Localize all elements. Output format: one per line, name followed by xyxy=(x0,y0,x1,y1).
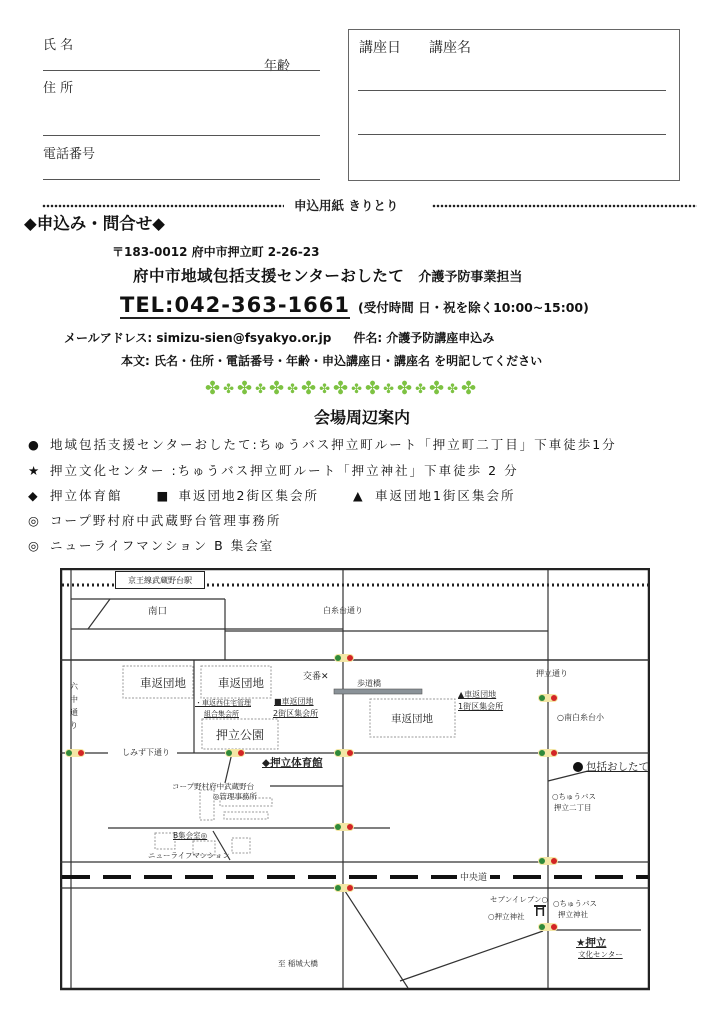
clover-icon: ✤ xyxy=(319,381,330,397)
danchi-label-3: 車返団地 xyxy=(391,713,433,725)
rokuchu-char: 中 xyxy=(70,695,78,704)
danchi1-hall-label-2: 1街区集会所 xyxy=(458,702,504,711)
clover-icon: ✤ xyxy=(447,381,458,397)
danchi2-hall-label: ■車返団地 xyxy=(274,697,314,706)
traffic-light-icon xyxy=(334,749,354,757)
bus-stop-shrine-label: ○ちゅうバス xyxy=(553,899,598,908)
gym-label: ◆押立体育館 xyxy=(262,757,323,769)
cut-dots-left xyxy=(42,204,284,208)
clover-icon: ✤ xyxy=(461,378,477,399)
danchi-west-office-label: ・車返西住宅管理 xyxy=(195,699,251,707)
clover-icon: ✤ xyxy=(255,381,266,397)
clover-icon: ✤ xyxy=(301,378,317,399)
phone-label: 電話番号 xyxy=(43,147,96,162)
legend-text: 車返団地1街区集会所 xyxy=(374,488,516,503)
double-circle-icon: ◎ xyxy=(28,513,39,528)
area-map xyxy=(60,568,650,1014)
organization xyxy=(133,264,522,286)
legend-row-coop xyxy=(28,511,281,529)
rokuchu-char: り xyxy=(70,721,78,730)
department: 介護予防事業担当 xyxy=(418,270,523,285)
minami-school-label: ○南白糸台小 xyxy=(557,713,604,722)
danchi-label-2: 車返団地 xyxy=(218,676,264,690)
culture-center-label-2: 文化センター xyxy=(578,950,623,959)
inagi-bridge-label: 至 稲城大橋 xyxy=(278,959,318,968)
course-box xyxy=(348,29,680,181)
legend-row-new-life xyxy=(28,536,274,554)
danchi1-hall-label: ▲車返団地 xyxy=(458,690,497,699)
koban-label: 交番✕ xyxy=(303,672,329,682)
new-life-label: ニューライフマンション xyxy=(148,851,230,860)
address-field-line[interactable] xyxy=(43,135,320,136)
coop-office-label: ◎管理事務所 xyxy=(213,792,258,801)
bus-stop-2chome-label: ○ちゅうバス xyxy=(552,792,597,801)
age-label: 年齢 xyxy=(264,59,291,74)
email-line xyxy=(64,329,494,346)
double-circle-icon: ◎ xyxy=(28,538,39,553)
email-subject: 件名: 介護予防講座申込み xyxy=(353,331,495,345)
danchi-west-office-label-2: 組合集会所 xyxy=(204,710,239,718)
legend-text: 車返団地2街区集会所 xyxy=(178,488,319,503)
culture-center-label: ★押立 xyxy=(576,937,607,949)
course-line-2[interactable] xyxy=(358,134,666,135)
traffic-light-icon xyxy=(538,857,558,865)
traffic-light-icon xyxy=(334,884,354,892)
clover-icon: ✤ xyxy=(429,378,445,399)
clover-icon: ✤ xyxy=(287,381,298,397)
address-label: 住 所 xyxy=(43,81,74,96)
legend-row-houkatsu xyxy=(28,435,617,453)
shrine-label: ○押立神社 xyxy=(488,912,525,921)
oshitate-street-label: 押立通り xyxy=(536,669,568,678)
clover-icon: ✤ xyxy=(205,378,221,399)
cut-line-label: 申込用紙 きりとり xyxy=(294,198,399,213)
postal-address: 〒183-0012 府中市押立町 2-26-23 xyxy=(112,245,320,259)
bus-stop-2chome-label-2: 押立二丁目 xyxy=(554,803,592,812)
circle-icon: ● xyxy=(28,437,39,452)
clover-icon: ✤ xyxy=(223,381,234,397)
legend-row-culture-center xyxy=(28,461,519,479)
traffic-light-icon xyxy=(538,694,558,702)
course-header xyxy=(359,37,471,57)
tel-number[interactable]: TEL:042-363-1661 xyxy=(120,293,350,317)
footbridge-label: 歩道橋 xyxy=(357,679,381,688)
legend-text: 押立体育館 xyxy=(50,488,123,503)
station-label: 京王線武蔵野台駅 xyxy=(115,571,205,589)
legend-text: ニューライフマンション B 集会室 xyxy=(50,538,275,553)
traffic-light-icon xyxy=(538,923,558,931)
clover-icon: ✤ xyxy=(351,381,362,397)
venue-title: 会場周辺案内 xyxy=(313,408,410,427)
b-hall-label: B集会室◎ xyxy=(173,831,208,840)
rokuchu-char: 通 xyxy=(70,708,78,717)
cut-dots-right xyxy=(432,204,697,208)
phone-field-line[interactable] xyxy=(43,179,320,180)
houkatsu-marker xyxy=(573,762,583,772)
chuo-expressway-label: 中央道 xyxy=(457,870,490,883)
houkatsu-label xyxy=(586,759,649,774)
footbridge xyxy=(334,689,422,694)
clover-icon: ✤ xyxy=(383,381,394,397)
rokuchu-street-label xyxy=(70,680,80,732)
name-label: 氏 名 xyxy=(43,38,74,53)
legend-text: 地域包括支援センターおしたて:ちゅうバス押立町ルート「押立町二丁目」下車徒歩1分 xyxy=(50,437,617,452)
course-line-1[interactable] xyxy=(358,90,666,91)
map-frame xyxy=(61,569,649,989)
legend-text: 押立文化センター :ちゅうバス押立町ルート「押立神社」下車徒歩 2 分 xyxy=(50,463,519,478)
south-exit-label: 南口 xyxy=(148,606,168,617)
clover-icon: ✤ xyxy=(365,378,381,399)
email-address[interactable]: メールアドレス: simizu-sien@fsyakyo.or.jp xyxy=(64,331,332,345)
triangle-icon: ▲ xyxy=(352,488,363,503)
tel-line xyxy=(120,293,589,317)
star-icon: ★ xyxy=(28,463,40,478)
traffic-light-icon xyxy=(334,654,354,662)
legend-row-facilities xyxy=(28,486,515,504)
danchi2-hall-label-2: 2街区集会所 xyxy=(273,709,319,718)
clover-icon: ✤ xyxy=(415,381,426,397)
legend-text: コープ野村府中武蔵野台管理事務所 xyxy=(50,513,282,528)
square-icon: ■ xyxy=(156,488,169,503)
danchi-label-1: 車返団地 xyxy=(140,676,186,690)
clover-divider xyxy=(205,378,476,400)
shiraitodai-street-label: 白糸台通り xyxy=(323,606,363,615)
email-body-instruction: 本文: 氏名・住所・電話番号・年齢・申込講座日・講座名 を明記してください xyxy=(121,354,543,368)
traffic-light-icon xyxy=(538,749,558,757)
organization-name: 府中市地域包括支援センターおしたて xyxy=(133,267,405,285)
clover-icon: ✤ xyxy=(333,378,349,399)
course-date-label: 講座日 xyxy=(359,40,401,56)
park-label: 押立公園 xyxy=(216,728,265,742)
torii-icon xyxy=(534,905,546,916)
diamond-icon: ◆ xyxy=(28,488,38,503)
clover-icon: ✤ xyxy=(237,378,253,399)
traffic-light-icon xyxy=(334,823,354,831)
rokuchu-char: 六 xyxy=(70,682,78,691)
course-name-label: 講座名 xyxy=(429,40,471,56)
traffic-light-icon xyxy=(65,749,85,757)
bus-stop-shrine-label-2: 押立神社 xyxy=(558,910,588,919)
traffic-light-icon xyxy=(225,749,245,757)
reception-hours: (受付時間 日・祝を除く10:00~15:00) xyxy=(358,300,589,315)
coop-label: コープ野村府中武蔵野台 xyxy=(172,782,255,791)
houkatsu-label-visible: 包括おしたて xyxy=(586,761,649,773)
seven-eleven-label: セブンイレブン○ xyxy=(490,895,549,904)
contact-title: ◆申込み・問合せ◆ xyxy=(24,214,165,233)
name-field-line[interactable] xyxy=(43,70,320,71)
shimizushita-street-label: しみず下通り xyxy=(122,748,170,757)
clover-icon: ✤ xyxy=(397,378,413,399)
clover-icon: ✤ xyxy=(269,378,285,399)
